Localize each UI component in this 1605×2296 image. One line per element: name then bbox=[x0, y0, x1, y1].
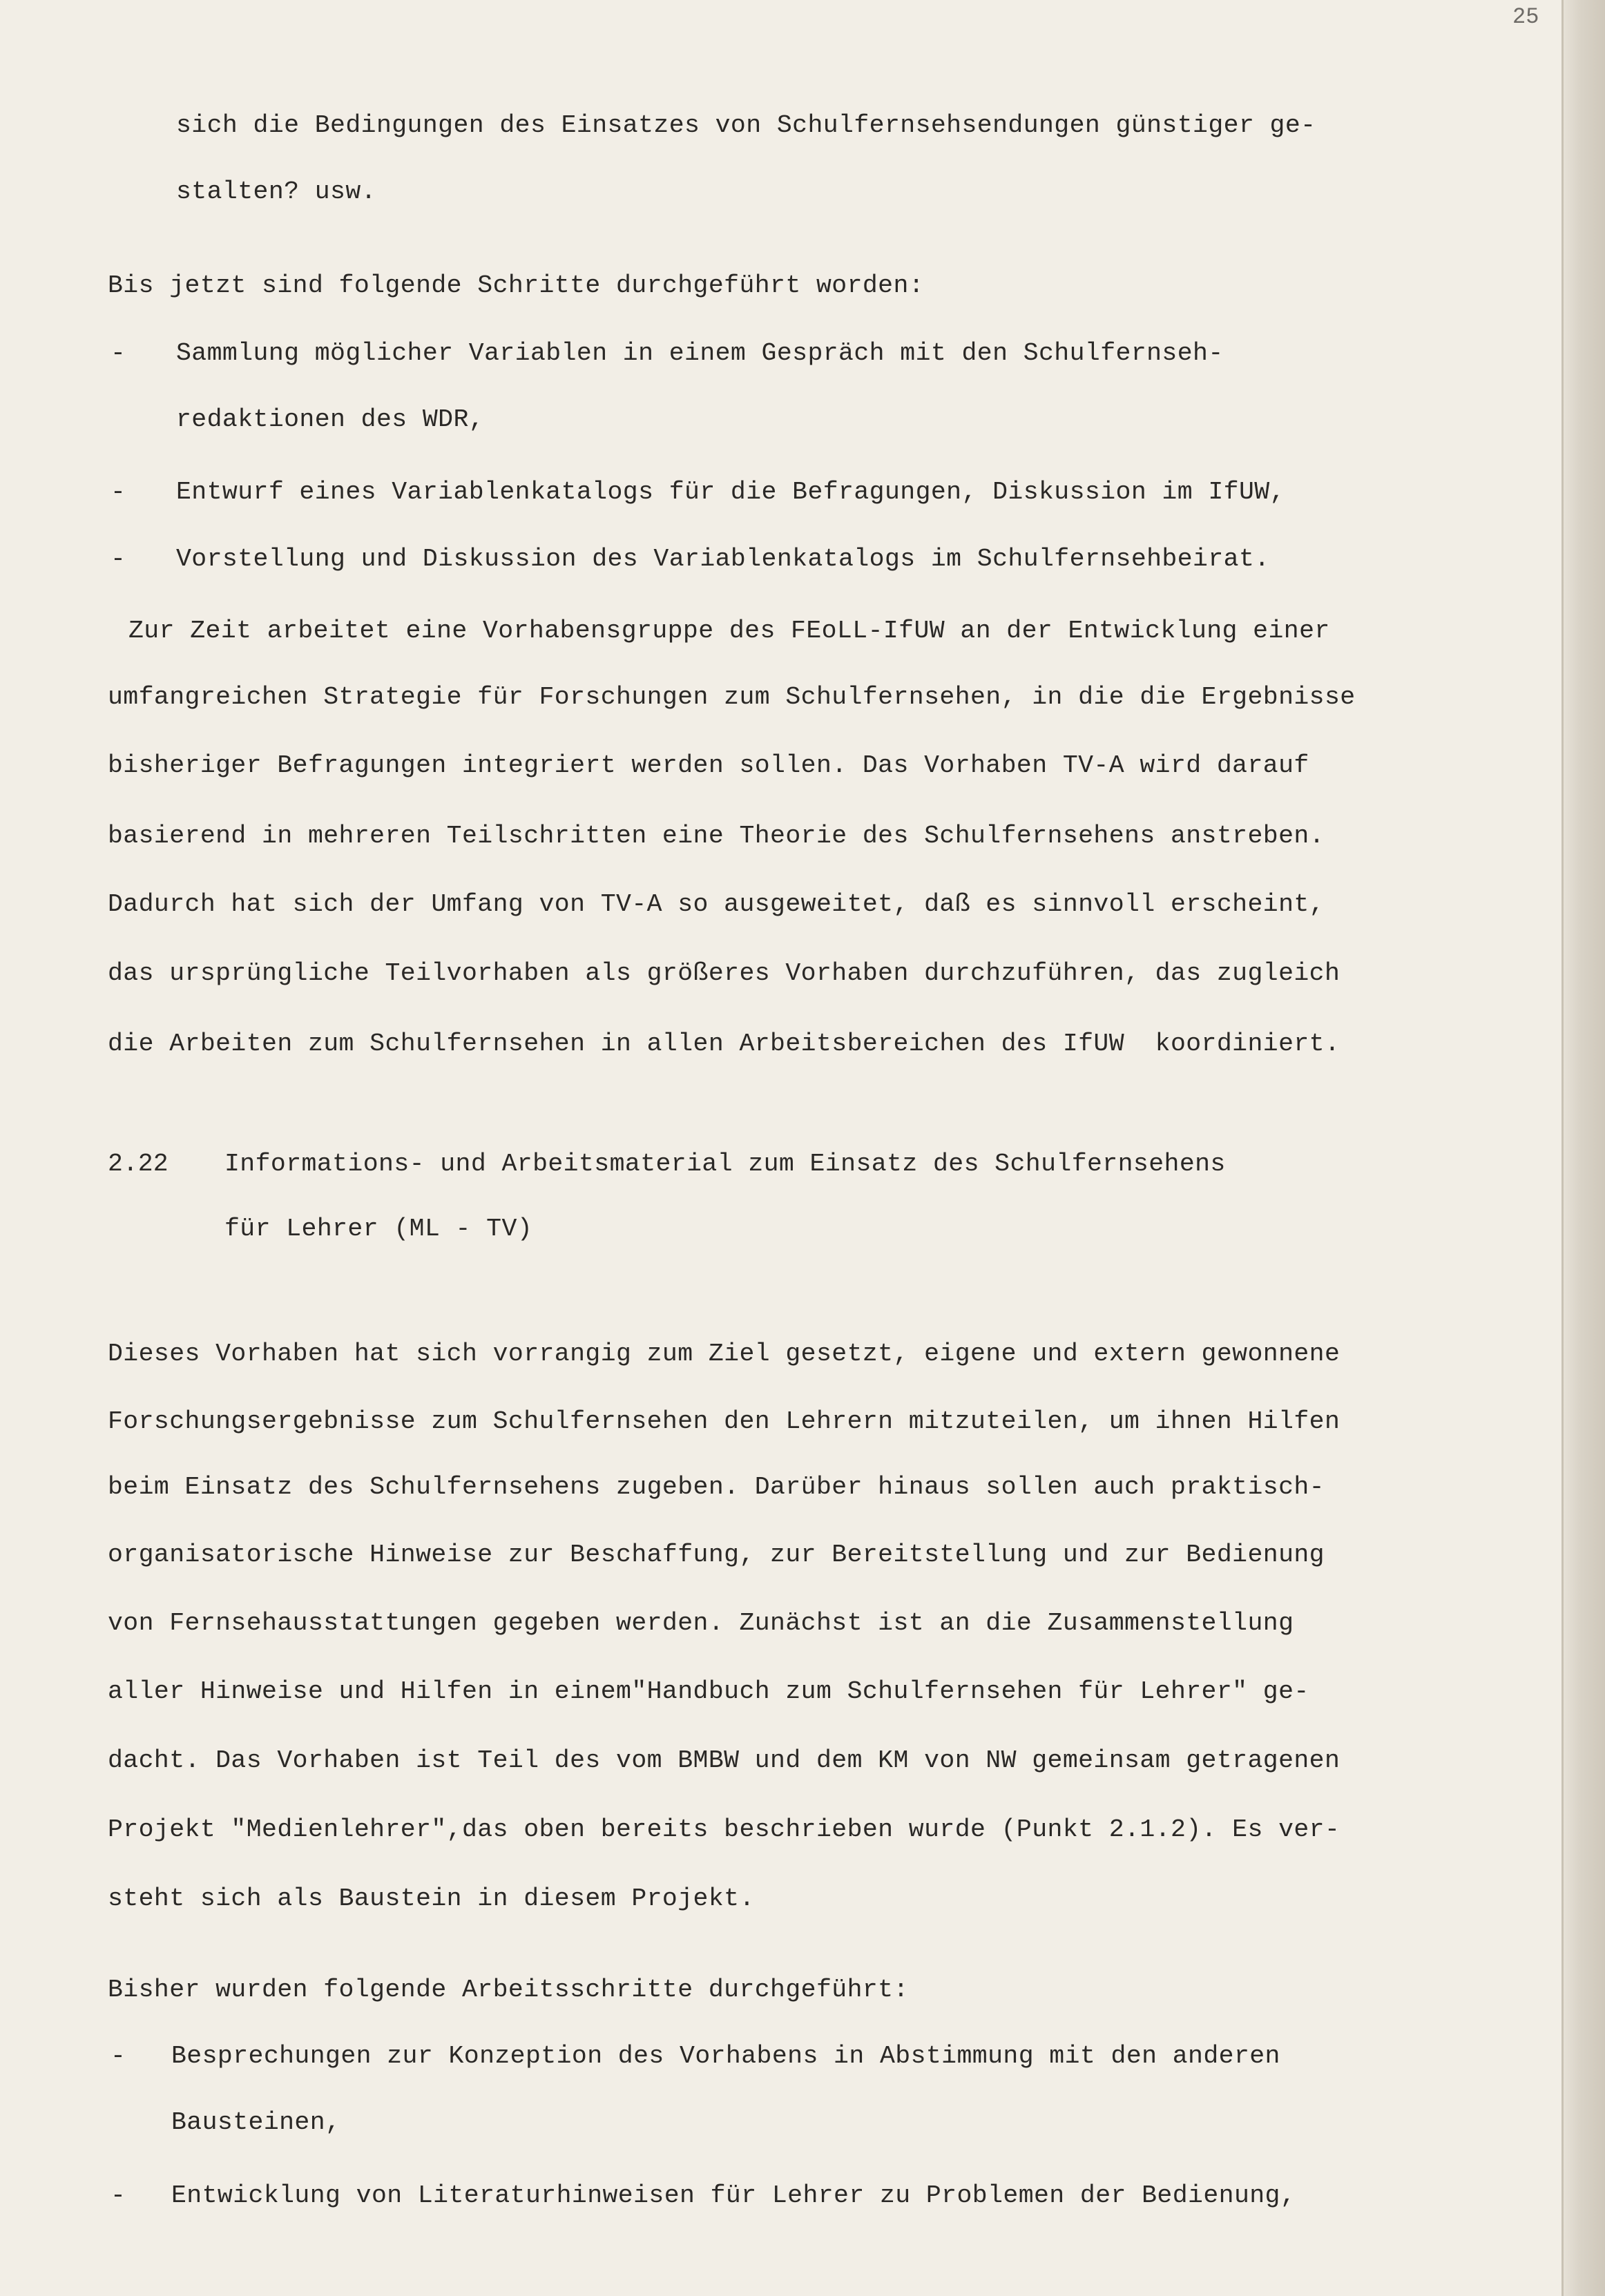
list-intro: Bis jetzt sind folgende Schritte durchgeführt worden: bbox=[108, 271, 925, 300]
text-line: Zur Zeit arbeitet eine Vorhabensgruppe des FEoLL-IfUW an der Entwicklung einer bbox=[128, 617, 1330, 645]
list-dash: - bbox=[110, 545, 126, 573]
list-item-text: Sammlung möglicher Variablen in einem Gespräch mit den Schulfernseh- bbox=[176, 339, 1224, 367]
page-edge bbox=[1561, 0, 1605, 2296]
text-line: aller Hinweise und Hilfen in einem"Handbuch zum Schulfernsehen für Lehrer" ge- bbox=[108, 1677, 1309, 1706]
text-line: basierend in mehreren Teilschritten eine Theorie des Schulfernsehens anstreben. bbox=[108, 822, 1325, 850]
text-line: stalten? usw. bbox=[176, 177, 376, 206]
text-line: umfangreichen Strategie für Forschungen zum Schulfernsehen, in die die Ergebnisse bbox=[108, 683, 1356, 711]
text-line: von Fernsehausstattungen gegeben werden. Zunächst ist an die Zusammenstellung bbox=[108, 1609, 1294, 1637]
text-line: dacht. Das Vorhaben ist Teil des vom BMBW und dem KM von NW gemeinsam getragenen bbox=[108, 1746, 1340, 1775]
text-line: Projekt "Medienlehrer",das oben bereits beschrieben wurde (Punkt 2.1.2). Es ver- bbox=[108, 1815, 1340, 1844]
text-line: steht sich als Baustein in diesem Projekt. bbox=[108, 1884, 755, 1913]
text-line: beim Einsatz des Schulfernsehens zugeben. Darüber hinaus sollen auch praktisch- bbox=[108, 1473, 1325, 1501]
section-number: 2.22 bbox=[108, 1150, 169, 1178]
list-dash: - bbox=[110, 2181, 126, 2210]
text-line: Forschungsergebnisse zum Schulfernsehen den Lehrern mitzuteilen, um ihnen Hilfen bbox=[108, 1407, 1340, 1436]
text-line: Dadurch hat sich der Umfang von TV-A so ausgeweitet, daß es sinnvoll erscheint, bbox=[108, 890, 1325, 918]
list-dash: - bbox=[110, 478, 126, 506]
list-item-text: Entwurf eines Variablenkatalogs für die Befragungen, Diskussion im IfUW, bbox=[176, 478, 1285, 506]
text-line: die Arbeiten zum Schulfernsehen in allen Arbeitsbereichen des IfUW koordiniert. bbox=[108, 1030, 1340, 1058]
list-item-text: Besprechungen zur Konzeption des Vorhabens in Abstimmung mit den anderen bbox=[171, 2042, 1280, 2070]
text-line: sich die Bedingungen des Einsatzes von Schulfernsehsendungen günstiger ge- bbox=[176, 111, 1316, 139]
text-line: organisatorische Hinweise zur Beschaffung, zur Bereitstellung und zur Bedienung bbox=[108, 1541, 1325, 1569]
section-title: Informations- und Arbeitsmaterial zum Einsatz des Schulfernsehens bbox=[224, 1150, 1226, 1178]
list-intro: Bisher wurden folgende Arbeitsschritte durchgeführt: bbox=[108, 1976, 909, 2004]
list-item-text: Vorstellung und Diskussion des Variablenkatalogs im Schulfernsehbeirat. bbox=[176, 545, 1270, 573]
text-line: Dieses Vorhaben hat sich vorrangig zum Ziel gesetzt, eigene und extern gewonnene bbox=[108, 1340, 1340, 1368]
list-item-text: Bausteinen, bbox=[171, 2108, 341, 2136]
page-number: 25 bbox=[1512, 4, 1539, 30]
list-dash: - bbox=[110, 2042, 126, 2070]
section-title: für Lehrer (ML - TV) bbox=[224, 1215, 533, 1243]
list-item-text: Entwicklung von Literaturhinweisen für Lehrer zu Problemen der Bedienung, bbox=[171, 2181, 1296, 2210]
text-line: bisheriger Befragungen integriert werden sollen. Das Vorhaben TV-A wird darauf bbox=[108, 751, 1309, 780]
text-line: das ursprüngliche Teilvorhaben als größeres Vorhaben durchzuführen, das zugleich bbox=[108, 959, 1340, 987]
list-item-text: redaktionen des WDR, bbox=[176, 405, 485, 434]
list-dash: - bbox=[110, 339, 126, 367]
